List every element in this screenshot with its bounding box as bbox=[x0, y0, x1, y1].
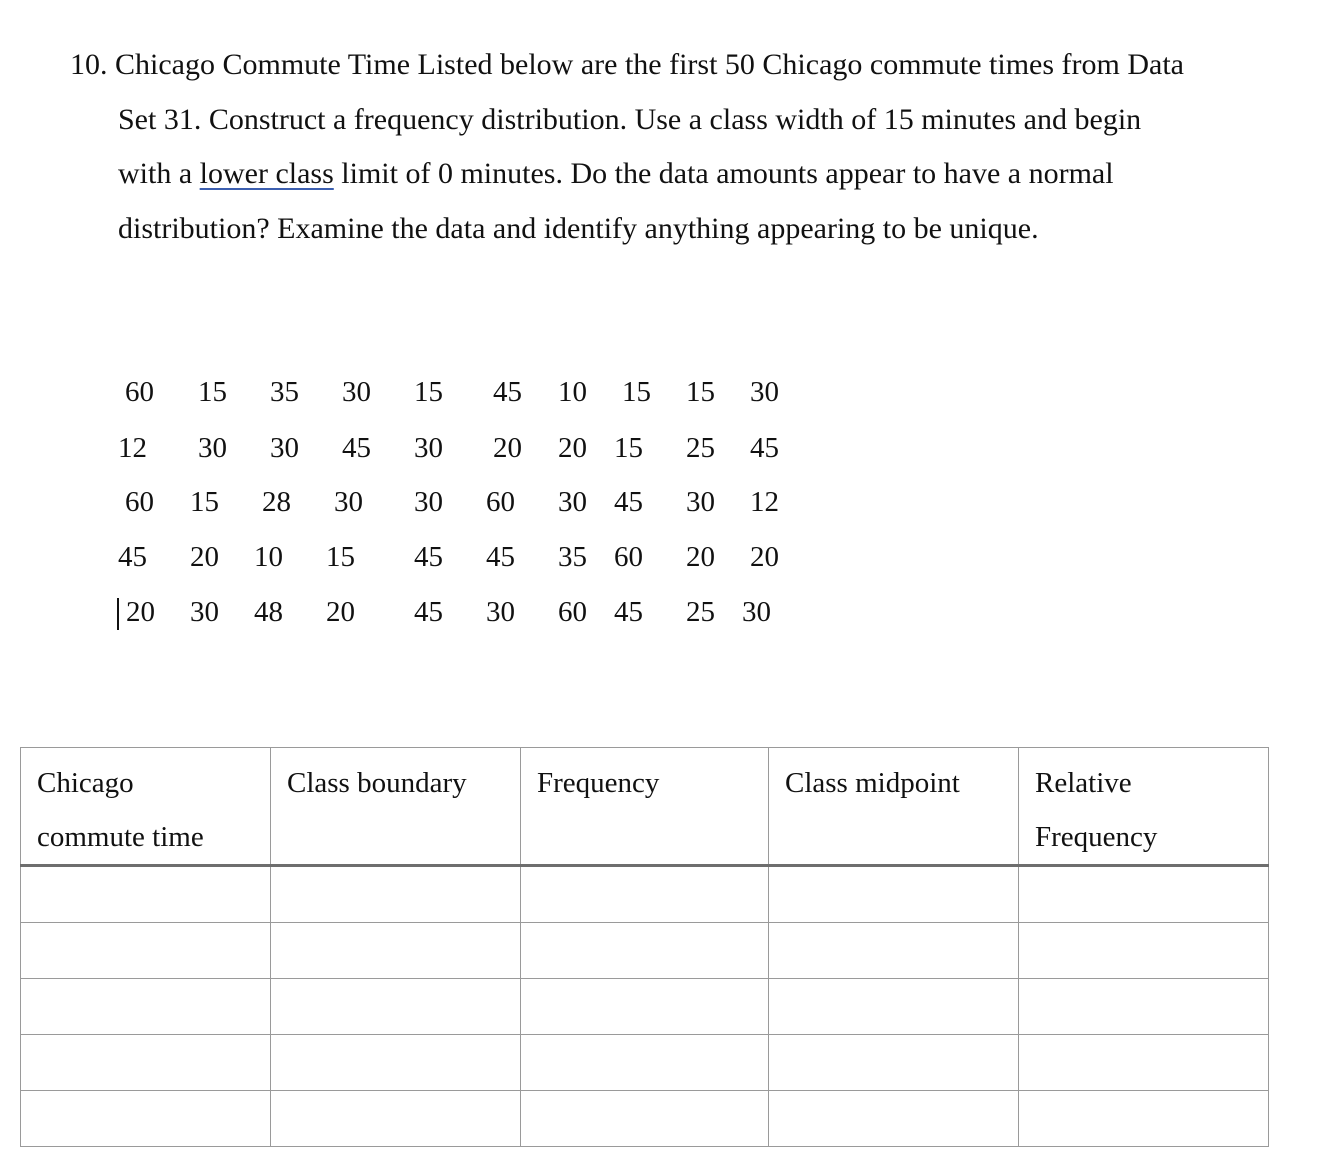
table-cell[interactable] bbox=[1019, 1035, 1269, 1091]
header-class-midpoint: Class midpoint bbox=[769, 748, 1019, 866]
header-class-boundary: Class boundary bbox=[271, 748, 521, 866]
table-cell[interactable] bbox=[769, 979, 1019, 1035]
data-value: 20 bbox=[558, 432, 587, 464]
table-cell[interactable] bbox=[1019, 866, 1269, 923]
data-value: 15 bbox=[622, 376, 651, 408]
table-row bbox=[21, 1035, 1269, 1091]
question-line-3-start: with a bbox=[118, 157, 200, 190]
data-value: 48 bbox=[254, 596, 283, 628]
data-value: 60 bbox=[125, 486, 154, 518]
text-cursor bbox=[117, 598, 119, 630]
data-value: 45 bbox=[486, 541, 515, 573]
table-cell[interactable] bbox=[271, 1035, 521, 1091]
data-value: 30 bbox=[486, 596, 515, 628]
table-cell[interactable] bbox=[521, 923, 769, 979]
data-value: 30 bbox=[270, 432, 299, 464]
table-cell[interactable] bbox=[521, 979, 769, 1035]
table-cell[interactable] bbox=[21, 866, 271, 923]
table-row bbox=[21, 979, 1269, 1035]
data-value: 30 bbox=[414, 486, 443, 518]
table-cell[interactable] bbox=[769, 923, 1019, 979]
data-value: 45 bbox=[414, 541, 443, 573]
header-frequency: Frequency bbox=[521, 748, 769, 866]
question-line-4: distribution? Examine the data and identify anything appearing to be unique. bbox=[118, 211, 1039, 245]
data-value: 20 bbox=[326, 596, 355, 628]
data-value: 20 bbox=[190, 541, 219, 573]
data-value: 10 bbox=[558, 376, 587, 408]
question-line-1: 10. Chicago Commute Time Listed below are the first 50 Chicago commute times from Data bbox=[70, 48, 1184, 81]
data-value: 15 bbox=[326, 541, 355, 573]
data-value: 35 bbox=[558, 541, 587, 573]
data-value: 35 bbox=[270, 376, 299, 408]
data-value: 60 bbox=[614, 541, 643, 573]
table-cell[interactable] bbox=[21, 1035, 271, 1091]
data-value: 30 bbox=[342, 376, 371, 408]
table-cell[interactable] bbox=[271, 923, 521, 979]
data-value: 30 bbox=[334, 486, 363, 518]
data-value: 60 bbox=[558, 596, 587, 628]
data-value: 60 bbox=[125, 376, 154, 408]
data-value: 20 bbox=[686, 541, 715, 573]
data-value: 30 bbox=[198, 432, 227, 464]
data-value: 15 bbox=[414, 376, 443, 408]
data-value: 45 bbox=[614, 486, 643, 518]
table-cell[interactable] bbox=[21, 1091, 271, 1147]
table-row bbox=[21, 866, 1269, 923]
question-line-2: Set 31. Construct a frequency distribution. Use a class width of 15 minutes and begin bbox=[118, 102, 1142, 136]
data-value: 10 bbox=[254, 541, 283, 573]
table-cell[interactable] bbox=[769, 866, 1019, 923]
data-value: 30 bbox=[558, 486, 587, 518]
data-value: 45 bbox=[493, 376, 522, 408]
data-value: 45 bbox=[342, 432, 371, 464]
table-cell[interactable] bbox=[769, 1035, 1019, 1091]
data-value: 45 bbox=[750, 432, 779, 464]
table-header-row bbox=[21, 748, 1269, 866]
table-row bbox=[21, 923, 1269, 979]
data-value: 45 bbox=[614, 596, 643, 628]
table-row bbox=[21, 1091, 1269, 1147]
table-cell[interactable] bbox=[21, 979, 271, 1035]
data-value: 15 bbox=[686, 376, 715, 408]
frequency-distribution-table bbox=[20, 747, 1269, 1147]
table-cell[interactable] bbox=[271, 866, 521, 923]
table-cell[interactable] bbox=[521, 866, 769, 923]
table-cell[interactable] bbox=[521, 1035, 769, 1091]
data-value: 45 bbox=[414, 596, 443, 628]
table-cell[interactable] bbox=[1019, 1091, 1269, 1147]
data-value: 20 bbox=[750, 541, 779, 573]
data-value: 15 bbox=[190, 486, 219, 518]
data-value: 12 bbox=[118, 432, 147, 464]
data-value: 25 bbox=[686, 432, 715, 464]
table-cell[interactable] bbox=[271, 1091, 521, 1147]
data-value: 30 bbox=[750, 376, 779, 408]
commute-times-data bbox=[0, 0, 820, 660]
table-cell[interactable] bbox=[521, 1091, 769, 1147]
data-value: 60 bbox=[486, 486, 515, 518]
table-cell[interactable] bbox=[769, 1091, 1019, 1147]
data-value: 30 bbox=[742, 596, 771, 628]
data-value: 30 bbox=[414, 432, 443, 464]
header-relative-frequency: Relative Frequency bbox=[1019, 748, 1269, 866]
question-line-3-end: limit of 0 minutes. Do the data amounts appear to have a normal bbox=[333, 157, 1114, 190]
data-value: 30 bbox=[190, 596, 219, 628]
data-value: 45 bbox=[118, 541, 147, 573]
data-value: 28 bbox=[262, 486, 291, 518]
data-value: 25 bbox=[686, 596, 715, 628]
data-value: 12 bbox=[750, 486, 779, 518]
data-value: 15 bbox=[198, 376, 227, 408]
table-cell[interactable] bbox=[1019, 923, 1269, 979]
table-cell[interactable] bbox=[1019, 979, 1269, 1035]
data-value: 20 bbox=[493, 432, 522, 464]
data-value: 20 bbox=[126, 596, 155, 628]
header-commute-time: Chicago commute time bbox=[21, 748, 271, 866]
table-cell[interactable] bbox=[271, 979, 521, 1035]
table-cell[interactable] bbox=[21, 923, 271, 979]
data-value: 30 bbox=[686, 486, 715, 518]
spellcheck-underlined-phrase: lower class bbox=[199, 157, 334, 190]
data-value: 15 bbox=[614, 432, 643, 464]
